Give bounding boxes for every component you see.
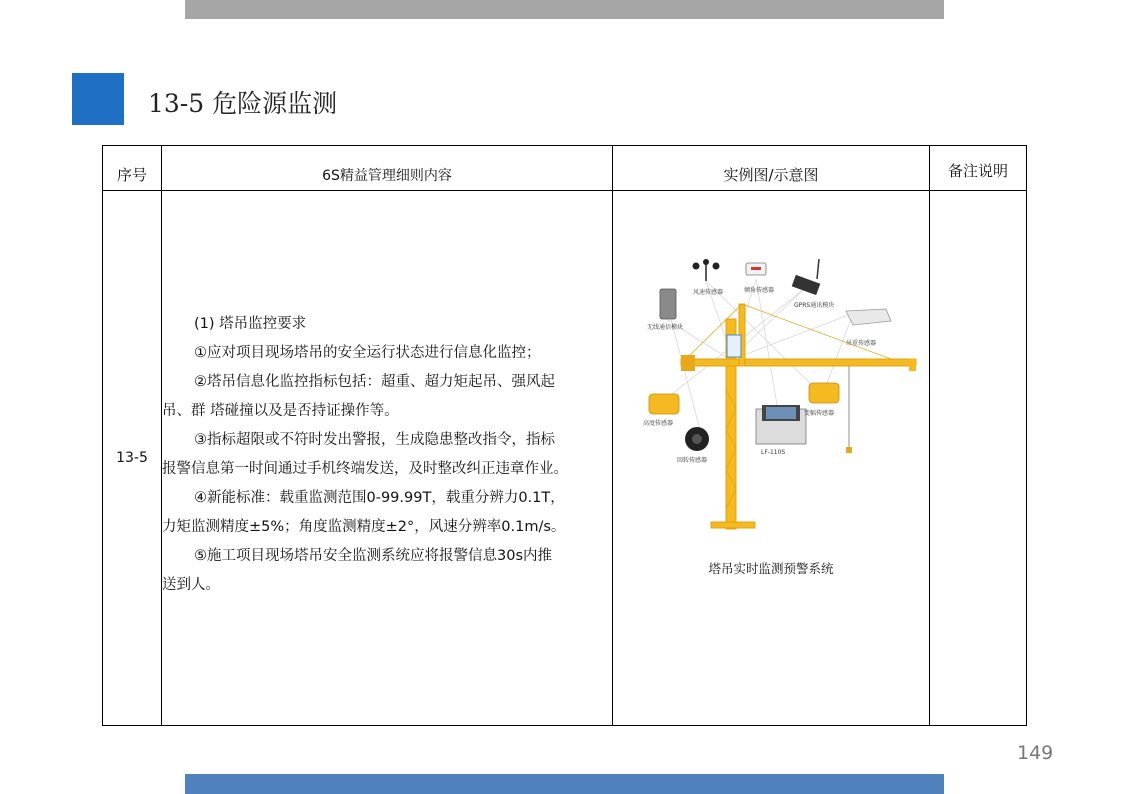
content-line: 力矩监测精度±5%；角度监测精度±2°，风速分辨率0.1m/s。 xyxy=(162,519,566,535)
header-note: 备注说明 xyxy=(930,146,1027,191)
row-image-cell xyxy=(613,191,930,726)
content-line: 吊、群 塔碰撞以及是否持证操作等。 xyxy=(162,403,399,419)
content-line: ①应对项目现场塔吊的安全运行状态进行信息化监控； xyxy=(194,345,541,361)
rotation-sensor-icon xyxy=(685,427,709,451)
label-wind: 风速传感器 xyxy=(693,289,724,296)
table-row xyxy=(103,191,1027,726)
wireless-module-icon xyxy=(660,289,676,319)
bottom-decor-bar xyxy=(185,774,944,794)
wind-sensor-icon xyxy=(693,259,720,281)
content-line: 送到人。 xyxy=(162,577,220,593)
tilt-sensor-icon xyxy=(746,263,766,275)
amplitude-sensor-icon xyxy=(809,383,839,403)
label-controller: LF-110S xyxy=(761,449,786,456)
label-amplitude: 变幅传感器 xyxy=(804,410,835,417)
hook-sensor-icon xyxy=(846,309,891,325)
label-tilt: 倾角传感器 xyxy=(744,287,775,294)
label-hook: 吊重传感器 xyxy=(846,340,877,347)
label-height: 高度传感器 xyxy=(643,420,674,427)
hook-icon xyxy=(846,447,852,453)
top-decor-bar xyxy=(185,0,944,19)
title-accent-square xyxy=(72,73,124,125)
content-line: 报警信息第一时间通过手机终端发送，及时整改纠正违章作业。 xyxy=(162,461,568,477)
gprs-module-icon xyxy=(792,259,821,295)
label-gprs: GPRS通讯模块 xyxy=(794,302,835,309)
content-line: ②塔吊信息化监控指标包括：超重、超力矩起吊、强风起 xyxy=(194,374,555,390)
label-rotation: 回转传感器 xyxy=(677,457,708,464)
tower-crane-diagram xyxy=(641,259,931,537)
content-line: ③指标超限或不符时发出警报，生成隐患整改指令，指标 xyxy=(194,432,555,448)
rules-table xyxy=(102,145,1027,726)
image-caption: 塔吊实时监测预警系统 xyxy=(708,561,834,576)
label-wireless: 无线通信模块 xyxy=(647,324,684,331)
jib-tip-icon xyxy=(909,359,916,371)
table-header-row xyxy=(103,146,1027,191)
content-line: (1) 塔吊监控要求 xyxy=(194,316,307,332)
row-note xyxy=(930,191,1027,726)
controller-box-icon xyxy=(756,405,806,444)
page-title: 13-5 危险源监测 xyxy=(148,89,338,118)
operator-cab-icon xyxy=(727,335,741,357)
row-content xyxy=(162,191,613,726)
header-seq: 序号 xyxy=(103,146,162,191)
content-line: ④新能标准：载重监测范围0-99.99T，载重分辨力0.1T， xyxy=(194,490,565,506)
height-sensor-icon xyxy=(649,394,679,414)
content-line: ⑤施工项目现场塔吊安全监测系统应将报警信息30s内推 xyxy=(194,548,553,564)
counterweight-icon xyxy=(681,355,695,371)
page-number: 149 xyxy=(1017,742,1054,764)
header-image: 实例图/示意图 xyxy=(613,146,930,191)
header-content: 6S精益管理细则内容 xyxy=(162,146,613,191)
row-seq: 13-5 xyxy=(103,191,162,726)
